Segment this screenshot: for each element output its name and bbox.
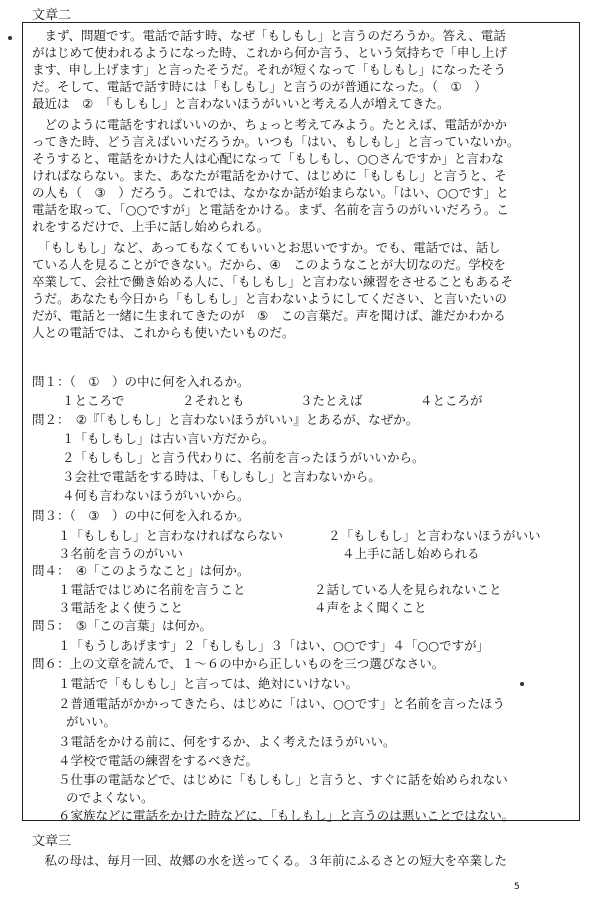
passage-line: の人も（ ③ ）だろう。これでは、なかなか話が始まらない。「はい、○○です」と — [32, 185, 509, 200]
q6-option: ３電話をかける前に、何をするか、よく考えたほうがいい。 — [58, 734, 396, 749]
question-1-prompt: 問１：（ ① ）の中に何を入れるか。 — [32, 374, 250, 389]
q6-option-continued: のでよくない。 — [66, 790, 154, 805]
passage-line: がはじめて使われるようになった時、これから何か言う、という気持ちで「申し上げ — [32, 45, 507, 60]
page-number: 5 — [514, 882, 520, 892]
passage-line: まず、問題です。電話で話す時、なぜ「もしもし」と言うのだろうか。答え、電話 — [32, 28, 506, 43]
q3-option: ４上手に話し始められる — [342, 546, 480, 561]
q3-option: １「もしもし」と言わなければならない — [58, 528, 284, 543]
passage-line: ければならない。また、あなたが電話をかけて、はじめに「もしもし」と言うと、そ — [32, 168, 507, 183]
q6-option: ６家族などに電話をかけた時などに、「もしもし」と言うのは悪いことではない。 — [58, 808, 515, 823]
q6-option: ４学校で電話の練習をするべきだ。 — [58, 753, 259, 768]
q6-option-continued: がいい。 — [66, 714, 117, 729]
section-2-title: 文章二 — [32, 8, 72, 23]
q6-option: １電話で「もしもし」と言っては、絶対にいけない。 — [58, 676, 359, 691]
section-3-title: 文章三 — [32, 834, 72, 849]
question-6-prompt: 問６：上の文章を読んで、１～６の中から正しいものを三つ選びなさい。 — [32, 656, 445, 671]
passage-line: 「もしもし」など、あってもなくてもいいとお思いですか。でも、電話では、話し — [32, 240, 501, 255]
q4-option: ３電話をよく使うこと — [58, 600, 184, 615]
passage-line: れをするだけで、上手に話し始められる。 — [32, 219, 270, 234]
q2-option: ３会社で電話をする時は、「もしもし」と言わないから。 — [62, 469, 381, 484]
q4-option: ２話している人を見られないこと — [314, 582, 502, 597]
passage-line: うだ。あなたも今日から「もしもし」と言わないようにしてください、と言いたいの — [32, 291, 508, 306]
passage-line: 人との電話では、これからも使いたいものだ。 — [32, 325, 295, 340]
q3-option: ３名前を言うのがいい — [58, 546, 184, 561]
q6-option: ５仕事の電話などで、はじめに「もしもし」と言うと、すぐに話を始められない — [58, 772, 508, 787]
q4-option: １電話ではじめに名前を言うこと — [58, 582, 246, 597]
q1-option: ３たとえば — [300, 393, 363, 408]
scan-speck — [520, 682, 524, 686]
question-2-prompt: 問２： ②『「もしもし」と言わないほうがいい』とあるが、なぜか。 — [32, 412, 419, 427]
scan-speck — [8, 36, 12, 40]
passage-line: 電話を取って、「○○ですが」と電話をかける。まず、名前を言うのがいいだろう。こ — [32, 202, 509, 217]
passage-line: ってきた時、どう言えばいいだろうか。いつも「はい、もしもし」と言っていないか。 — [32, 134, 520, 149]
q2-option: ４何も言わないほうがいいから。 — [62, 488, 250, 503]
passage-line: だ。そして、電話で話す時には「もしもし」と言うのが普通になった。（ ① ） — [32, 79, 487, 94]
passage-line: 卒業して、会社で働き始める人に、「もしもし」と言わない練習をさせることもあるそ — [32, 274, 514, 289]
q6-option: ２普通電話がかかってきたら、はじめに「はい、○○です」と名前を言ったほう — [58, 696, 505, 711]
question-5-prompt: 問５： ⑤「この言葉」は何か。 — [32, 618, 212, 633]
passage-line: だが、電話と一緒に生まれてきたのが ⑤ この言葉だ。声を聞けば、誰だかわかる — [32, 308, 506, 323]
q4-option: ４声をよく聞くこと — [314, 600, 427, 615]
q1-option: １ところで — [62, 393, 125, 408]
passage-line: 最近は ② 「もしもし」と言わないほうがいいと考える人が増えてきた。 — [32, 96, 450, 111]
q1-option: ２それとも — [182, 393, 245, 408]
passage-line: ている人を見ることができない。だから、④ このようなことが大切なのだ。学校を — [32, 257, 506, 272]
q5-option: １「もうしあげます」２「もしもし」３「はい、○○です」４「○○ですが」 — [58, 638, 490, 653]
passage-line: ます、申し上げます」と言ったそうだ。それが短くなって「もしもし」になったそう — [32, 62, 507, 77]
q1-option: ４ところが — [420, 393, 483, 408]
passage-line: どのように電話をすればいいのか、ちょっと考えてみよう。たとえば、電話がかか — [32, 117, 508, 132]
question-4-prompt: 問４： ④「このようなこと」は何か。 — [32, 563, 250, 578]
passage-line: そうすると、電話をかけた人は心配になって「もしもし、○○さんですか」と言わな — [32, 151, 504, 166]
q2-option: １「もしもし」は古い言い方だから。 — [62, 431, 275, 446]
q3-option: ２「もしもし」と言わないほうがいい — [328, 528, 541, 543]
question-3-prompt: 問３：（ ③ ）の中に何を入れるか。 — [32, 508, 250, 523]
q2-option: ２「もしもし」と言う代わりに、名前を言ったほうがいいから。 — [62, 450, 425, 465]
section-3-text: 私の母は、毎月一回、故郷の水を送ってくる。３年前にふるさとの短大を卒業した — [32, 853, 508, 868]
